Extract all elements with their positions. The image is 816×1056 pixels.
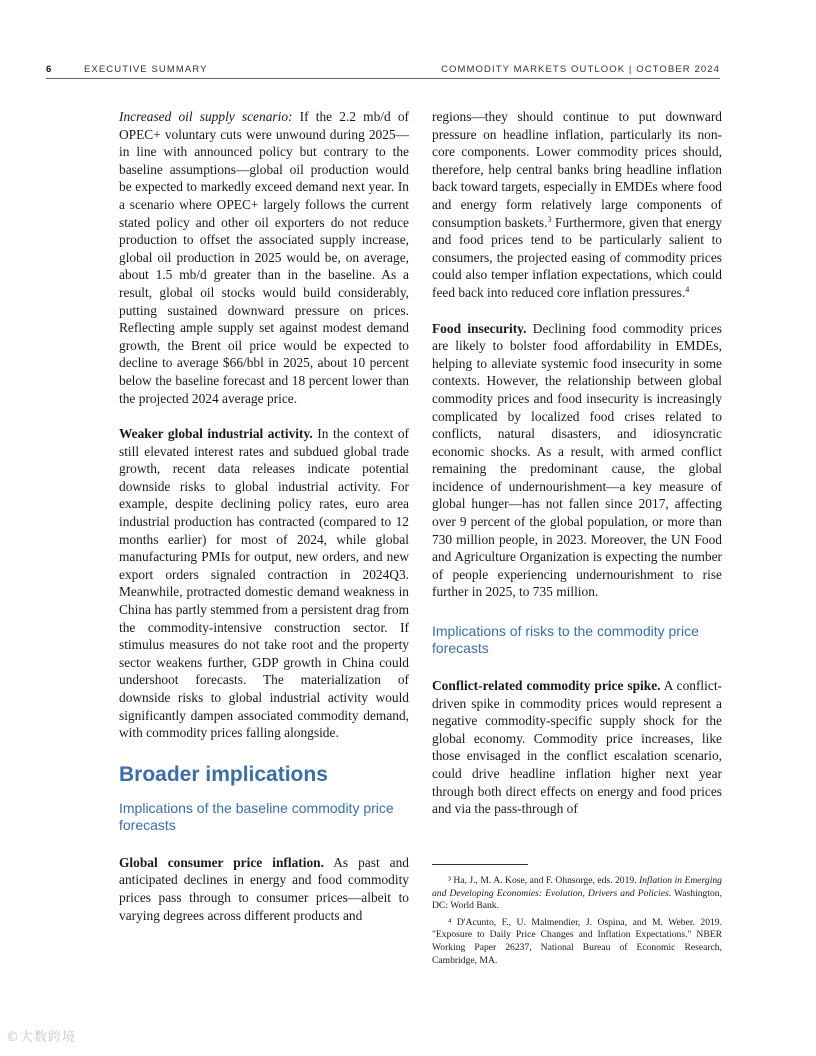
footnote-text: ³ Ha, J., M. A. Kose, and F. Ohnsorge, eds. 2019. xyxy=(448,875,640,886)
paragraph-text: Declining food commodity prices are likely to bolster food affordability in EMDEs, helping to alleviate systemic food insecurity in some contexts. However, the relationship between global commodity prices and food insecurity is increasingly complicated by localized food crises related to conflicts, natural disasters, and idiosyncratic economic shocks. As a result, with armed conflict remaining the predominant cause, the global incidence of undernourishment—a key measure of global hunger—has not fallen since 2017, affecting over 9 percent of the global population, or more than 730 million people, in 2023. Moreover, the UN Food and Agriculture Organization is expecting the number of people experiencing undernourishment to rise further in 2025, to 735 million. xyxy=(432,320,722,600)
footnote-text: . Washington, DC: World Bank. xyxy=(432,887,722,912)
paragraph-text: A conflict-driven spike in commodity prices would represent a negative commodity-specific supply shock for the global economy. Commodity price increases, like those envisaged in the conflict escalation scenario, could drive headline inflation higher next year through both direct effects on energy and food prices and via the pass-through of xyxy=(432,678,723,817)
page-number: 6 xyxy=(46,64,52,75)
paragraph-lead: Food insecurity. xyxy=(432,320,527,336)
section-label: EXECUTIVE SUMMARY xyxy=(84,64,208,75)
paragraph-lead: Conflict-related commodity price spike. xyxy=(432,678,661,694)
paragraph-text: If the 2.2 mb/d of OPEC+ voluntary cuts were unwound during 2025—in line with announced policy but contrary to the baseline assumptions—global oil production would be expected to markedly exceed demand next year. In a scenario where OPEC+ largely follows the current stated policy and other oil exporters do not reduce production to offset the associated supply increase, global oil production in 2025 would be, on average, about 1.5 mb/d greater than in the baseline. As a result, global oil stocks would build considerably, putting sustained downward pressure on prices. Reflecting ample supply set against modest demand growth, the Brent oil price would be expected to decline to average $66/bbl in 2025, about 10 percent below the baseline forecast and 18 percent lower than the projected 2024 average price. xyxy=(119,109,410,406)
subsection-heading: Implications of risks to the commodity price forecasts xyxy=(432,623,699,657)
paragraph-inflation-continued xyxy=(432,108,722,302)
paragraph-industrial-activity xyxy=(119,425,409,742)
paragraph-text: In the context of still elevated interest rates and subdued global trade growth, recent data releases indicate potential downside risks to global industrial activity. For example, despite declining policy rates, euro area industrial production has contracted (compared to 12 months earlier) for most of 2024, while global manufacturing PMIs for output, new orders, and new export orders signaled contraction in 2024Q3. Meanwhile, protracted domestic demand weakness in China has partly stemmed from a persistent drag from the commodity-intensive construction sector. If stimulus measures do not take root and the property sector weakens further, GDP growth in China could undershoot forecasts. The materialization of downside risks to global industrial activity would significantly dampen associated commodity demand, with commodity prices falling alongside. xyxy=(119,426,409,741)
paragraph-text: regions—they should continue to put downward pressure on headline inflation, particularly its non-core components. Lower commodity prices should, therefore, help central banks bring headline inflation back toward targets, especially in EMDEs where food and energy form relatively large components of consumption baskets. xyxy=(432,109,722,230)
footnote-3 xyxy=(432,875,722,913)
paragraph-lead: Increased oil supply scenario: xyxy=(119,109,293,124)
section-heading: Broader implications xyxy=(119,762,328,786)
subsection-heading: Implications of the baseline commodity price forecasts xyxy=(119,799,394,833)
left-column xyxy=(119,108,409,924)
paragraph-consumer-inflation xyxy=(119,854,409,924)
footnote-title: Inflation in Emerging and Developing Economies: Evolution, Drivers and Policies xyxy=(432,875,722,899)
paragraph-lead: Global consumer price inflation. xyxy=(119,854,324,870)
footnote-ref-3[interactable]: 3 xyxy=(547,214,552,224)
right-column xyxy=(432,108,722,818)
paragraph-food-insecurity xyxy=(432,320,722,602)
paragraph-oil-supply-scenario xyxy=(119,108,409,407)
footnote-4: ⁴ D'Acunto, F., U. Malmendier, J. Ospina, and M. Weber. 2019. "Exposure to Daily Price Changes and Inflation Expectations." NBER Working Paper 26237, National Bureau of Economic Research, Cambridge, MA. xyxy=(432,916,722,966)
watermark: ©大数跨境 xyxy=(6,1030,77,1045)
running-header xyxy=(46,62,720,79)
paragraph-text: Furthermore, given that energy and food prices tend to be particularly salient to consumers, the projected easing of commodity prices could also temper inflation expectations, which could feed back into reduced core inflation pressures. xyxy=(432,214,722,300)
paragraph-text: As past and anticipated declines in energy and food commodity prices pass through to consumer prices—albeit to varying degrees across different products and xyxy=(119,854,409,923)
publication-label: COMMODITY MARKETS OUTLOOK | OCTOBER 2024 xyxy=(441,64,720,75)
paragraph-conflict-spike xyxy=(432,677,722,818)
footnote-rule xyxy=(432,864,528,865)
footnote-ref-4[interactable]: 4 xyxy=(685,284,690,294)
footnotes xyxy=(432,864,722,967)
paragraph-lead: Weaker global industrial activity. xyxy=(119,426,313,442)
